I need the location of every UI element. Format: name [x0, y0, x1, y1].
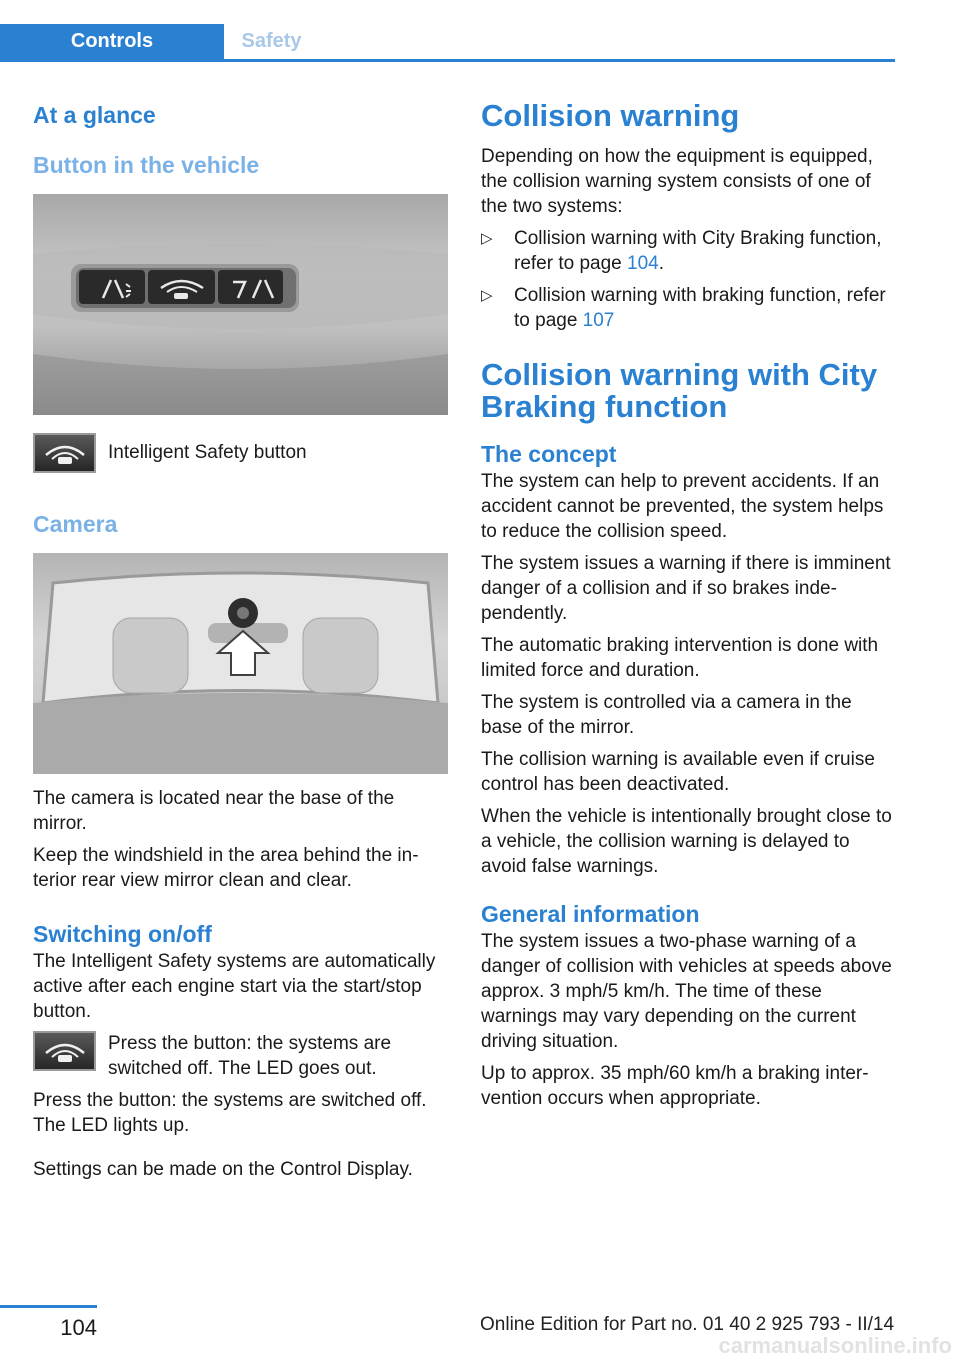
at-a-glance-heading: At a glance: [33, 102, 156, 128]
triangle-bullet-icon: ▷: [481, 287, 493, 304]
camera-location-text: The camera is located near the base of the mirror.: [33, 788, 395, 834]
collision-intro-text: Depending on how the equipment is equipped, the collision warning system consists of one of the two systems:: [481, 146, 873, 217]
edition-footer: Online Edition for Part no. 01 40 2 925 793 - II/14: [480, 1314, 895, 1335]
intelligent-safety-icon: [33, 433, 96, 473]
city-braking-heading: Collision warning with City Braking function: [481, 357, 878, 424]
collision-warning-heading: Collision warning: [481, 98, 740, 133]
general-information-heading: General information: [481, 901, 700, 927]
triangle-bullet-icon: ▷: [481, 230, 493, 247]
camera-photo: [33, 553, 448, 774]
settings-text: Settings can be made on the Control Display.: [33, 1159, 413, 1180]
page-number: 104: [60, 1315, 97, 1340]
camera-windshield-text: Keep the windshield in the area behind the interior rear view mirror clean and clear.: [33, 845, 419, 891]
vehicle-buttons-photo: [33, 194, 448, 415]
tab-safety[interactable]: Safety: [241, 30, 302, 52]
list-item: [481, 283, 897, 333]
page-number-rule: [0, 1305, 97, 1308]
intelligent-safety-icon: [33, 1031, 96, 1071]
camera-heading: Camera: [33, 511, 118, 537]
switching-heading: Switching on/off: [33, 921, 212, 947]
bullet-text: Collision warning with City Braking function, refer to page 104.: [514, 228, 882, 274]
page-reference-link[interactable]: 107: [582, 310, 615, 331]
concept-paragraph: The collision warning is available even if cruise control has been deactivated.: [481, 749, 875, 795]
concept-heading: The concept: [481, 441, 617, 467]
concept-paragraph: The system issues a warning if there is imminent danger of a collision and if so brakes independently.: [481, 553, 891, 624]
switching-text: The Intelligent Safety systems are automatically active after each engine start via the start/stop button.: [33, 951, 436, 1022]
concept-paragraph: The system can help to prevent accidents. If an accident cannot be prevented, the system helps to reduce the collision speed.: [481, 471, 884, 542]
general-paragraph: The system issues a two-phase warning of a danger of collision with vehicles at speeds above approx. 3 mph/5 km/h. The time of these warnings may vary depending on the current driving situation.: [481, 931, 892, 1052]
button-in-vehicle-heading: Button in the vehicle: [33, 152, 260, 178]
concept-paragraph: The automatic braking intervention is done with limited force and duration.: [481, 635, 879, 681]
right-column: [481, 100, 897, 1118]
press-off-legend: [33, 1031, 448, 1081]
intelligent-safety-button-label: Intelligent Safety button: [108, 442, 307, 463]
general-paragraph: Up to approx. 35 mph/60 km/h a braking intervention occurs when appropriate.: [481, 1063, 869, 1109]
press-off-text: Press the button: the systems are switched off. The LED goes out.: [108, 1033, 392, 1079]
concept-paragraph: The system is controlled via a camera in the base of the mirror.: [481, 692, 852, 738]
roof-console-illustration: [33, 194, 448, 415]
watermark: carmanualsonline.info: [718, 1333, 952, 1358]
section-tab-bar: [0, 24, 895, 62]
concept-paragraph: When the vehicle is intentionally brought close to a vehicle, the collision warning is delayed to avoid false warnings.: [481, 806, 892, 877]
list-item: [481, 226, 897, 276]
bullet-text: Collision warning with braking function, refer to page 107: [514, 285, 886, 331]
windshield-camera-illustration: [33, 553, 448, 774]
intelligent-safety-button-legend: [33, 433, 448, 473]
press-on-text: Press the button: the systems are switched off. The LED lights up.: [33, 1090, 427, 1136]
left-column: [33, 100, 448, 1189]
tab-controls[interactable]: Controls: [0, 24, 224, 59]
page-reference-link[interactable]: 104: [627, 253, 659, 274]
